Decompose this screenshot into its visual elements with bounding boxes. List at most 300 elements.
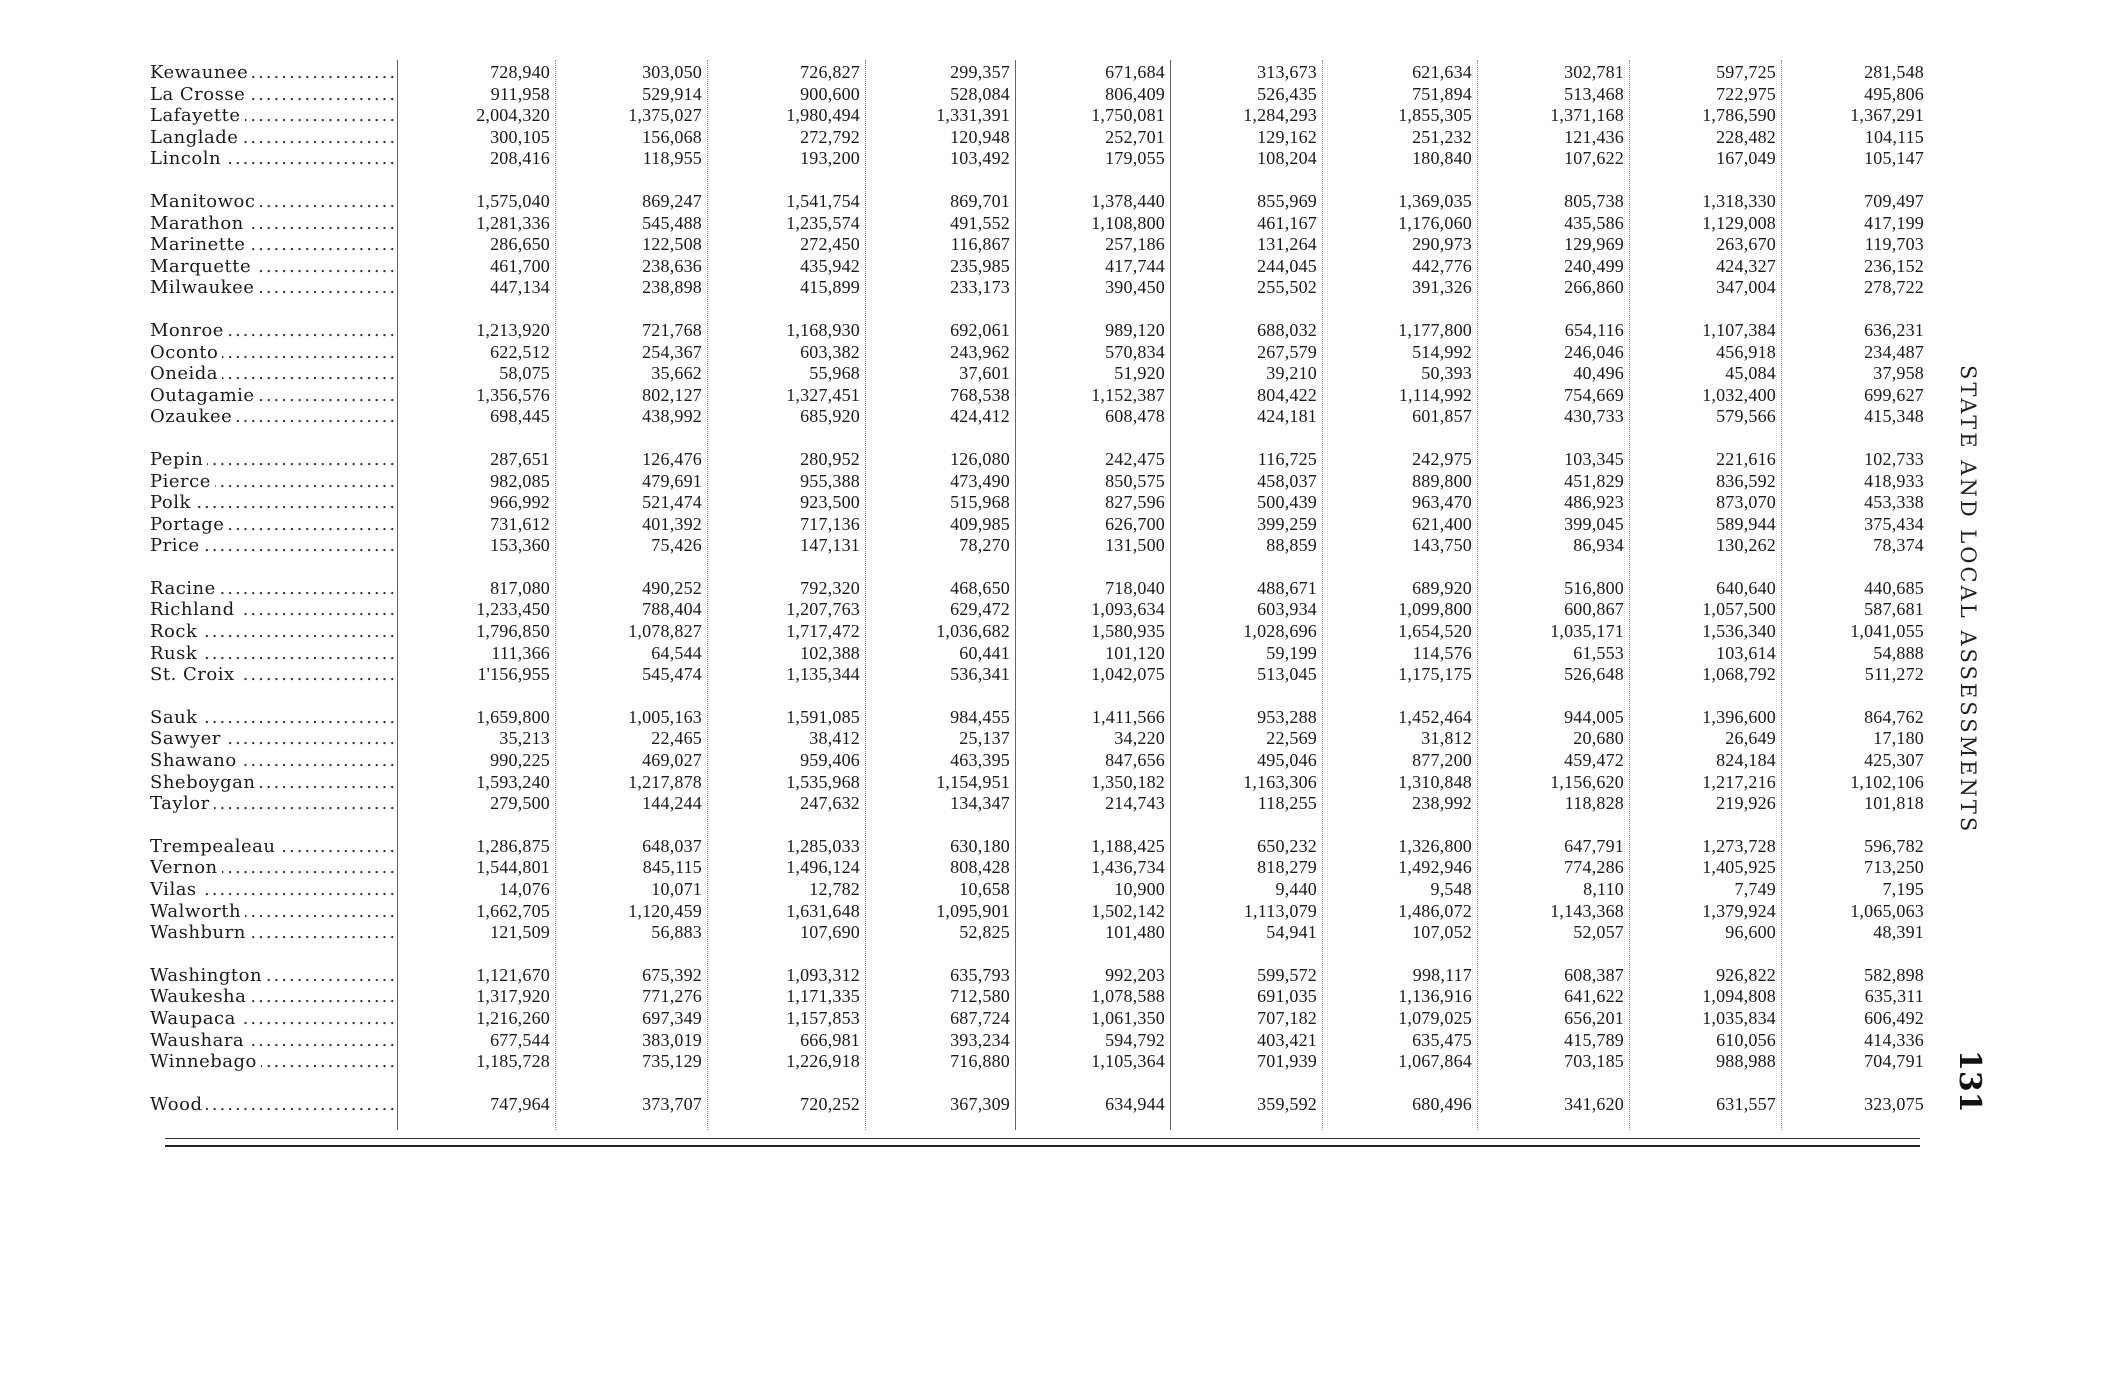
- value-cell: 692,061: [950, 319, 1010, 340]
- value-cell: 119,703: [1864, 234, 1924, 255]
- value-cell: 1,143,368: [1550, 900, 1624, 921]
- value-cell: 242,475: [1105, 448, 1165, 469]
- value-cell: 1,502,142: [1091, 900, 1165, 921]
- county-name-label: Rusk: [150, 643, 201, 664]
- value-cell: 1,093,312: [786, 964, 860, 985]
- value-cell: 1,065,063: [1850, 900, 1924, 921]
- value-cell: 1,042,075: [1091, 664, 1165, 685]
- table-row: [150, 148, 1930, 170]
- table-row: [150, 1008, 1930, 1030]
- value-cell: 768,538: [950, 384, 1010, 405]
- value-cell: 1,120,459: [628, 900, 702, 921]
- value-cell: 1,213,920: [476, 319, 550, 340]
- value-cell: 134,347: [950, 793, 1010, 814]
- value-cell: 1,536,340: [1702, 621, 1776, 642]
- county-name-label: Marathon: [150, 213, 248, 234]
- value-cell: 45,084: [1725, 363, 1776, 384]
- table-row: [150, 986, 1930, 1008]
- value-cell: 247,632: [800, 793, 860, 814]
- value-cell: 430,733: [1564, 406, 1624, 427]
- value-cell: 286,650: [490, 234, 550, 255]
- value-cell: 58,075: [499, 363, 550, 384]
- value-cell: 131,264: [1257, 234, 1317, 255]
- value-cell: 873,070: [1716, 492, 1776, 513]
- value-cell: 596,782: [1864, 835, 1924, 856]
- value-cell: 1,235,574: [786, 212, 860, 233]
- value-cell: 926,822: [1716, 964, 1776, 985]
- value-cell: 102,733: [1864, 448, 1924, 469]
- county-name-label: Lincoln: [150, 148, 225, 169]
- value-cell: 1,284,293: [1243, 105, 1317, 126]
- value-cell: 126,080: [950, 448, 1010, 469]
- table-row: [150, 750, 1930, 772]
- table-row: [150, 191, 1930, 213]
- value-cell: 107,622: [1564, 148, 1624, 169]
- value-cell: 1,371,168: [1550, 105, 1624, 126]
- value-cell: 463,395: [950, 750, 1010, 771]
- column-divider: [1629, 60, 1630, 1130]
- value-cell: 703,185: [1564, 1051, 1624, 1072]
- county-name-label: Lafayette: [150, 105, 245, 126]
- value-cell: 955,388: [800, 470, 860, 491]
- value-cell: 495,806: [1864, 83, 1924, 104]
- value-cell: 238,992: [1412, 793, 1472, 814]
- table-row: [150, 535, 1930, 557]
- value-cell: 1,855,305: [1398, 105, 1472, 126]
- value-cell: 1,105,364: [1091, 1051, 1165, 1072]
- value-cell: 1,185,728: [476, 1051, 550, 1072]
- value-cell: 606,492: [1864, 1007, 1924, 1028]
- value-cell: 403,421: [1257, 1029, 1317, 1050]
- value-cell: 1,079,025: [1398, 1007, 1472, 1028]
- county-name: [150, 363, 398, 385]
- county-name: [150, 213, 398, 235]
- value-cell: 988,988: [1716, 1051, 1776, 1072]
- table-row: [150, 342, 1930, 364]
- county-name: [150, 342, 398, 364]
- value-cell: 1,163,306: [1243, 771, 1317, 792]
- value-cell: 1,067,864: [1398, 1051, 1472, 1072]
- county-name: [150, 406, 398, 428]
- county-name-label: La Crosse: [150, 84, 249, 105]
- value-cell: 61,553: [1573, 642, 1624, 663]
- value-cell: 458,037: [1257, 470, 1317, 491]
- value-cell: 992,203: [1105, 964, 1165, 985]
- value-cell: 716,880: [950, 1051, 1010, 1072]
- value-cell: 1,327,451: [786, 384, 860, 405]
- value-cell: 998,117: [1412, 964, 1472, 985]
- table-row: [150, 599, 1930, 621]
- value-cell: 675,392: [642, 964, 702, 985]
- value-cell: 131,500: [1105, 535, 1165, 556]
- value-cell: 717,136: [800, 513, 860, 534]
- value-cell: 621,634: [1412, 62, 1472, 82]
- value-cell: 640,640: [1716, 577, 1776, 598]
- value-cell: 1,662,705: [476, 900, 550, 921]
- value-cell: 516,800: [1564, 577, 1624, 598]
- value-cell: 118,255: [1257, 793, 1317, 814]
- value-cell: 1,226,918: [786, 1051, 860, 1072]
- value-cell: 35,662: [651, 363, 702, 384]
- value-cell: 735,129: [642, 1051, 702, 1072]
- table-row: [150, 385, 1930, 407]
- value-cell: 22,465: [651, 728, 702, 749]
- value-cell: 399,045: [1564, 513, 1624, 534]
- value-cell: 101,480: [1105, 922, 1165, 943]
- value-cell: 236,152: [1864, 255, 1924, 276]
- value-cell: 526,435: [1257, 83, 1317, 104]
- value-cell: 129,162: [1257, 126, 1317, 147]
- value-cell: 1,492,946: [1398, 857, 1472, 878]
- value-cell: 594,792: [1105, 1029, 1165, 1050]
- value-cell: 12,782: [809, 879, 860, 899]
- value-cell: 251,232: [1412, 126, 1472, 147]
- table-row: [150, 621, 1930, 643]
- county-group: [150, 965, 1930, 1073]
- value-cell: 122,508: [642, 234, 702, 255]
- county-name: [150, 471, 398, 493]
- value-cell: 1,136,916: [1398, 986, 1472, 1007]
- value-cell: 1,411,566: [1091, 706, 1165, 727]
- value-cell: 824,184: [1716, 750, 1776, 771]
- value-cell: 88,859: [1266, 535, 1317, 556]
- value-cell: 116,725: [1257, 448, 1317, 469]
- value-cell: 10,658: [959, 879, 1010, 899]
- value-cell: 582,898: [1864, 964, 1924, 985]
- value-cell: 599,572: [1257, 964, 1317, 985]
- value-cell: 38,412: [809, 728, 860, 749]
- county-name-label: Oneida: [150, 363, 222, 384]
- table-row: [150, 1030, 1930, 1052]
- value-cell: 51,920: [1114, 363, 1165, 384]
- value-cell: 1,032,400: [1702, 384, 1776, 405]
- value-cell: 877,200: [1412, 750, 1472, 771]
- value-cell: 1,078,588: [1091, 986, 1165, 1007]
- value-cell: 391,326: [1412, 277, 1472, 298]
- value-cell: 143,750: [1412, 535, 1472, 556]
- value-cell: 635,311: [1864, 986, 1924, 1007]
- value-cell: 103,345: [1564, 448, 1624, 469]
- value-cell: 731,612: [490, 513, 550, 534]
- county-name-label: Marinette: [150, 234, 249, 255]
- value-cell: 635,475: [1412, 1029, 1472, 1050]
- value-cell: 108,204: [1257, 148, 1317, 169]
- value-cell: 451,829: [1564, 470, 1624, 491]
- value-cell: 1,326,800: [1398, 835, 1472, 856]
- value-cell: 984,455: [950, 706, 1010, 727]
- value-cell: 1,405,925: [1702, 857, 1776, 878]
- value-cell: 631,557: [1716, 1093, 1776, 1114]
- county-name-label: Langlade: [150, 127, 242, 148]
- value-cell: 726,827: [800, 62, 860, 82]
- value-cell: 54,888: [1873, 642, 1924, 663]
- value-cell: 1,129,008: [1702, 212, 1776, 233]
- value-cell: 367,309: [950, 1093, 1010, 1114]
- value-cell: 720,252: [800, 1093, 860, 1114]
- value-cell: 179,055: [1105, 148, 1165, 169]
- value-cell: 401,392: [642, 513, 702, 534]
- value-cell: 22,569: [1266, 728, 1317, 749]
- value-cell: 417,199: [1864, 212, 1924, 233]
- county-name: [150, 105, 398, 127]
- table-row: [150, 256, 1930, 278]
- value-cell: 246,046: [1564, 341, 1624, 362]
- table-row: [150, 707, 1930, 729]
- county-name: [150, 1051, 398, 1073]
- value-cell: 1,367,291: [1850, 105, 1924, 126]
- value-cell: 900,600: [800, 83, 860, 104]
- value-cell: 347,004: [1716, 277, 1776, 298]
- value-cell: 243,962: [950, 341, 1010, 362]
- county-name: [150, 707, 398, 729]
- county-name-label: Price: [150, 535, 204, 556]
- county-name: [150, 449, 398, 471]
- value-cell: 114,576: [1412, 642, 1472, 663]
- value-cell: 864,762: [1864, 706, 1924, 727]
- value-cell: 1,217,878: [628, 771, 702, 792]
- value-cell: 1,135,344: [786, 664, 860, 685]
- value-cell: 107,690: [800, 922, 860, 943]
- value-cell: 488,671: [1257, 577, 1317, 598]
- value-cell: 120,948: [950, 126, 1010, 147]
- county-name-label: Kewaunee: [150, 62, 252, 83]
- county-name-label: Waupaca: [150, 1008, 240, 1029]
- value-cell: 435,942: [800, 255, 860, 276]
- value-cell: 456,918: [1716, 341, 1776, 362]
- county-name-label: Waushara: [150, 1030, 248, 1051]
- value-cell: 414,336: [1864, 1029, 1924, 1050]
- value-cell: 393,234: [950, 1029, 1010, 1050]
- value-cell: 1,176,060: [1398, 212, 1472, 233]
- value-cell: 545,488: [642, 212, 702, 233]
- value-cell: 1,157,853: [786, 1007, 860, 1028]
- table-row: [150, 449, 1930, 471]
- value-cell: 513,468: [1564, 83, 1624, 104]
- value-cell: 1,005,163: [628, 706, 702, 727]
- value-cell: 238,898: [642, 277, 702, 298]
- value-cell: 1,796,850: [476, 621, 550, 642]
- value-cell: 39,210: [1266, 363, 1317, 384]
- value-cell: 869,247: [642, 190, 702, 211]
- value-cell: 1,095,901: [936, 900, 1010, 921]
- county-name: [150, 793, 398, 815]
- value-cell: 78,270: [959, 535, 1010, 556]
- county-name-label: Vernon: [150, 857, 222, 878]
- value-cell: 129,969: [1564, 234, 1624, 255]
- value-cell: 221,616: [1716, 448, 1776, 469]
- value-cell: 529,914: [642, 83, 702, 104]
- value-cell: 712,580: [950, 986, 1010, 1007]
- value-cell: 691,035: [1257, 986, 1317, 1007]
- value-cell: 303,050: [642, 62, 702, 82]
- value-cell: 415,899: [800, 277, 860, 298]
- value-cell: 721,768: [642, 319, 702, 340]
- table-row: [150, 901, 1930, 923]
- county-name: [150, 836, 398, 858]
- value-cell: 37,601: [959, 363, 1010, 384]
- value-cell: 103,614: [1716, 642, 1776, 663]
- value-cell: 102,388: [800, 642, 860, 663]
- value-cell: 40,496: [1573, 363, 1624, 384]
- county-name-label: Taylor: [150, 793, 214, 814]
- value-cell: 513,045: [1257, 664, 1317, 685]
- value-cell: 272,450: [800, 234, 860, 255]
- value-cell: 1,114,992: [1398, 384, 1472, 405]
- value-cell: 636,231: [1864, 319, 1924, 340]
- value-cell: 1,217,216: [1702, 771, 1776, 792]
- running-title: STATE AND LOCAL ASSESSMENTS: [1956, 365, 1980, 835]
- county-name: [150, 127, 398, 149]
- county-name-label: Vilas: [150, 879, 201, 900]
- value-cell: 50,393: [1421, 363, 1472, 384]
- county-name: [150, 535, 398, 557]
- county-name-label: Sawyer: [150, 728, 225, 749]
- value-cell: 982,085: [490, 470, 550, 491]
- county-name: [150, 578, 398, 600]
- value-cell: 521,474: [642, 492, 702, 513]
- bottom-rule: [165, 1138, 1920, 1139]
- county-name-label: Rock: [150, 621, 201, 642]
- value-cell: 528,084: [950, 83, 1010, 104]
- value-cell: 375,434: [1864, 513, 1924, 534]
- value-cell: 1,535,968: [786, 771, 860, 792]
- county-group: [150, 578, 1930, 686]
- county-name: [150, 148, 398, 170]
- value-cell: 1,152,387: [1091, 384, 1165, 405]
- county-group: [150, 191, 1930, 299]
- value-cell: 415,348: [1864, 406, 1924, 427]
- value-cell: 287,651: [490, 448, 550, 469]
- county-name-label: Sheboygan: [150, 772, 259, 793]
- value-cell: 440,685: [1864, 577, 1924, 598]
- value-cell: 193,200: [800, 148, 860, 169]
- value-cell: 966,992: [490, 492, 550, 513]
- value-cell: 600,867: [1564, 599, 1624, 620]
- county-name-label: St. Croix: [150, 664, 239, 685]
- page-number: 131: [1952, 1050, 1987, 1113]
- value-cell: 31,812: [1421, 728, 1472, 749]
- value-cell: 989,120: [1105, 319, 1165, 340]
- value-cell: 409,985: [950, 513, 1010, 534]
- value-cell: 424,181: [1257, 406, 1317, 427]
- value-cell: 263,670: [1716, 234, 1776, 255]
- value-cell: 101,818: [1864, 793, 1924, 814]
- table-row: [150, 84, 1930, 106]
- value-cell: 1,375,027: [628, 105, 702, 126]
- value-cell: 399,259: [1257, 513, 1317, 534]
- county-name-label: Sauk: [150, 707, 202, 728]
- column-divider: [1781, 60, 1782, 1130]
- table-row: [150, 578, 1930, 600]
- value-cell: 1,486,072: [1398, 900, 1472, 921]
- value-cell: 341,620: [1564, 1093, 1624, 1114]
- table-row: [150, 406, 1930, 428]
- value-cell: 701,939: [1257, 1051, 1317, 1072]
- county-name: [150, 599, 398, 621]
- value-cell: 424,327: [1716, 255, 1776, 276]
- value-cell: 1,786,590: [1702, 105, 1776, 126]
- value-cell: 1,078,827: [628, 621, 702, 642]
- column-divider: [707, 60, 708, 1130]
- table-row: [150, 320, 1930, 342]
- value-cell: 1,156,620: [1550, 771, 1624, 792]
- value-cell: 383,019: [642, 1029, 702, 1050]
- column-divider: [1015, 60, 1016, 1130]
- value-cell: 424,412: [950, 406, 1010, 427]
- county-name-label: Outagamie: [150, 385, 259, 406]
- value-cell: 111,366: [491, 642, 550, 663]
- value-cell: 671,684: [1105, 62, 1165, 82]
- value-cell: 240,499: [1564, 255, 1624, 276]
- value-cell: 116,867: [950, 234, 1010, 255]
- value-cell: 214,743: [1105, 793, 1165, 814]
- value-cell: 1,102,106: [1850, 771, 1924, 792]
- table-row: [150, 922, 1930, 944]
- value-cell: 1,750,081: [1091, 105, 1165, 126]
- value-cell: 589,944: [1716, 513, 1776, 534]
- value-cell: 847,656: [1105, 750, 1165, 771]
- value-cell: 1,575,040: [476, 190, 550, 211]
- value-cell: 850,575: [1105, 470, 1165, 491]
- value-cell: 1,356,576: [476, 384, 550, 405]
- county-name: [150, 277, 398, 299]
- value-cell: 1,035,171: [1550, 621, 1624, 642]
- value-cell: 233,173: [950, 277, 1010, 298]
- county-name: [150, 84, 398, 106]
- value-cell: 26,649: [1725, 728, 1776, 749]
- value-cell: 622,512: [490, 341, 550, 362]
- value-cell: 788,404: [642, 599, 702, 620]
- value-cell: 323,075: [1864, 1093, 1924, 1114]
- value-cell: 55,968: [809, 363, 860, 384]
- column-divider: [865, 60, 866, 1130]
- value-cell: 10,071: [651, 879, 702, 899]
- value-cell: 1,317,920: [476, 986, 550, 1007]
- value-cell: 804,422: [1257, 384, 1317, 405]
- value-cell: 626,700: [1105, 513, 1165, 534]
- value-cell: 1,068,792: [1702, 664, 1776, 685]
- table-row: [150, 879, 1930, 901]
- value-cell: 1,121,670: [476, 964, 550, 985]
- value-cell: 1,233,450: [476, 599, 550, 620]
- value-cell: 35,213: [499, 728, 550, 749]
- table-row: [150, 772, 1930, 794]
- value-cell: 180,840: [1412, 148, 1472, 169]
- value-cell: 490,252: [642, 577, 702, 598]
- value-cell: 1,281,336: [476, 212, 550, 233]
- value-cell: 500,439: [1257, 492, 1317, 513]
- table-row: [150, 492, 1930, 514]
- value-cell: 300,105: [490, 126, 550, 147]
- value-cell: 774,286: [1564, 857, 1624, 878]
- value-cell: 1,580,935: [1091, 621, 1165, 642]
- value-cell: 728,940: [490, 62, 550, 82]
- value-cell: 121,509: [490, 922, 550, 943]
- value-cell: 299,357: [950, 62, 1010, 82]
- value-cell: 792,320: [800, 577, 860, 598]
- county-name: [150, 879, 398, 901]
- value-cell: 1,369,035: [1398, 190, 1472, 211]
- value-cell: 570,834: [1105, 341, 1165, 362]
- value-cell: 167,049: [1716, 148, 1776, 169]
- value-cell: 52,825: [959, 922, 1010, 943]
- value-cell: 1,285,033: [786, 835, 860, 856]
- value-cell: 911,958: [490, 83, 550, 104]
- county-name-label: Monroe: [150, 320, 228, 341]
- value-cell: 418,933: [1864, 470, 1924, 491]
- value-cell: 647,791: [1564, 835, 1624, 856]
- value-cell: 597,725: [1716, 62, 1776, 82]
